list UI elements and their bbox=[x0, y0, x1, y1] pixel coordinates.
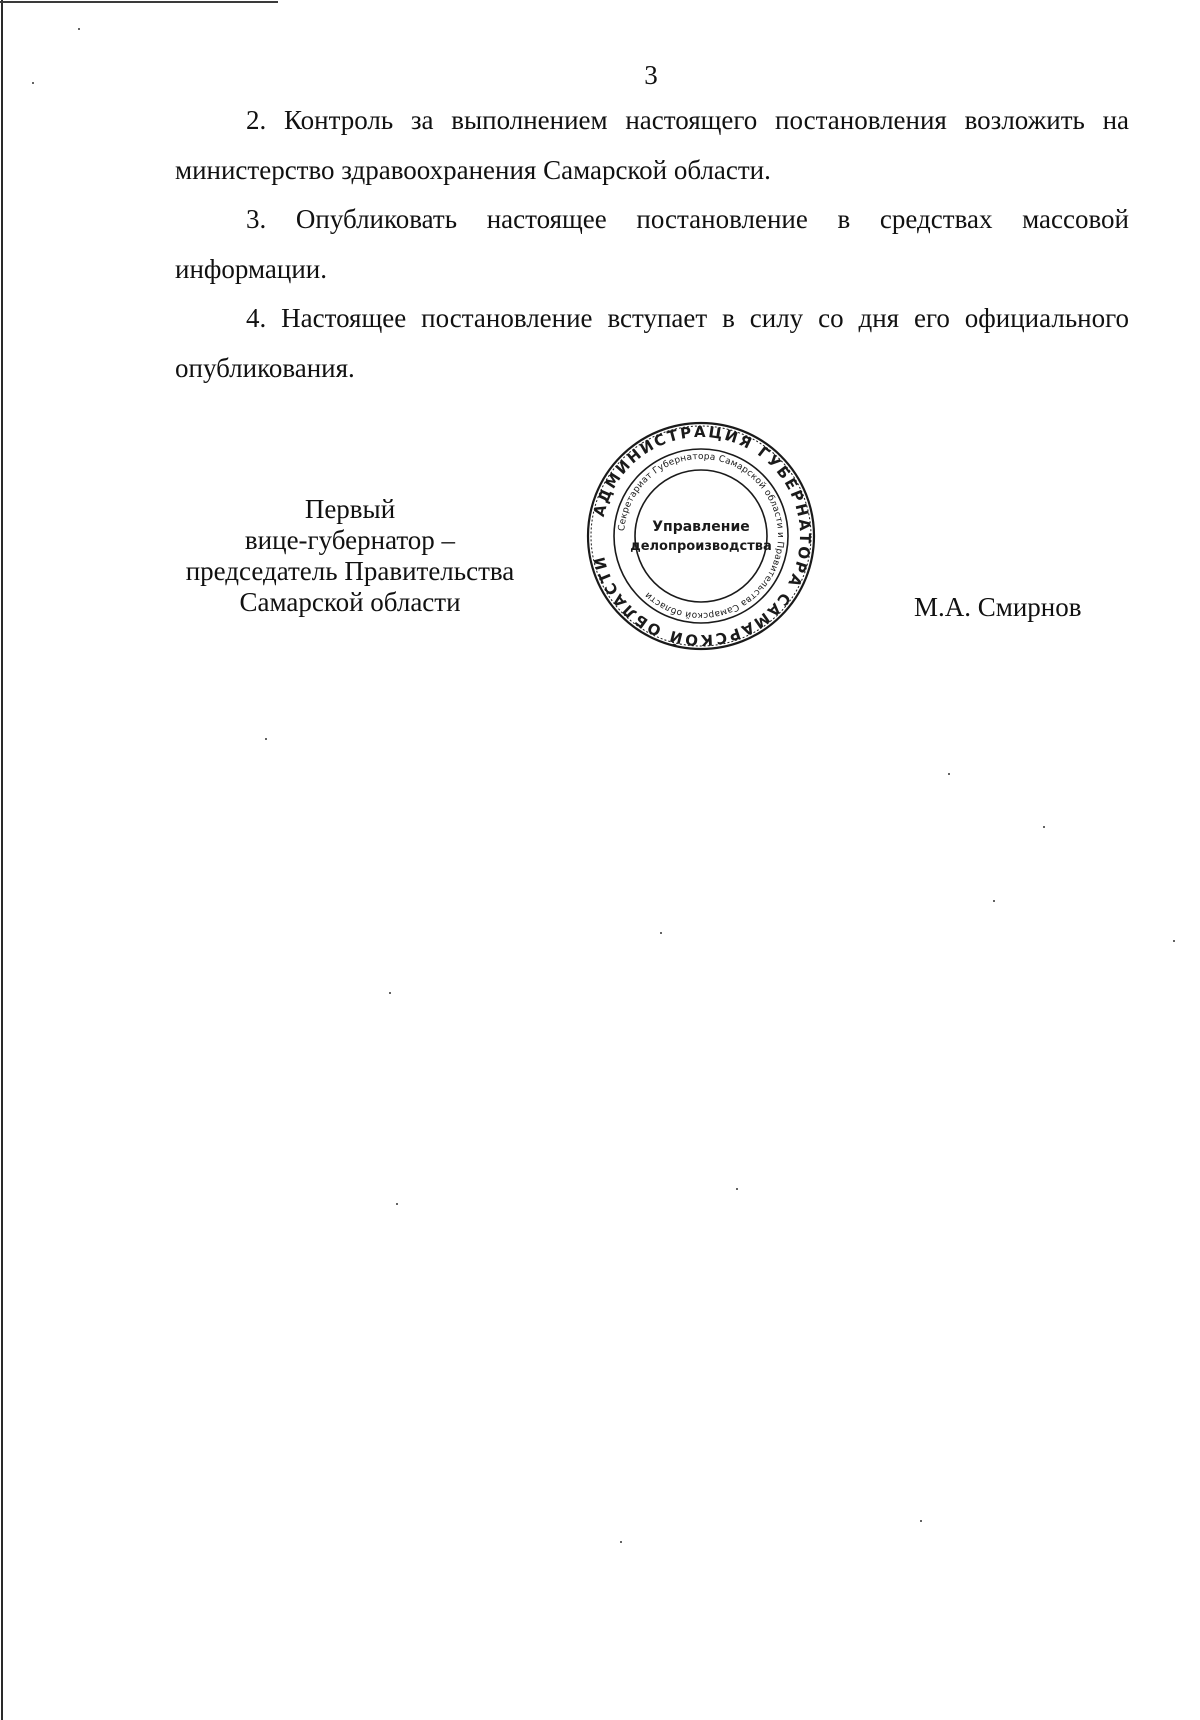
signatory-title-line: вице-губернатор – bbox=[244, 525, 456, 555]
page-number: 3 bbox=[644, 60, 658, 90]
paragraph-3 bbox=[175, 194, 1129, 294]
stamp-outer-text: АДМИНИСТРАЦИЯ ГУБЕРНАТОРА САМАРСКОЙ ОБЛАСТИ bbox=[589, 422, 815, 650]
signatory-title-line: Самарской области bbox=[239, 587, 461, 617]
scan-speck bbox=[920, 1520, 922, 1522]
scan-speck bbox=[1173, 940, 1175, 942]
signatory-title-line: председатель Правительства bbox=[185, 556, 515, 586]
signatory-name: М.А. Смирнов bbox=[914, 592, 1082, 622]
official-stamp bbox=[585, 420, 817, 652]
paragraph-3-first-line: 3. Опубликовать настоящее постановление в средствах массовой bbox=[246, 204, 1129, 234]
scan-speck bbox=[389, 992, 391, 994]
paragraph-2-continuation: министерство здравоохранения Самарской области. bbox=[175, 155, 771, 185]
svg-text:Секретариат Губернатора Самарс bbox=[617, 452, 785, 620]
scan-speck bbox=[265, 738, 267, 740]
scan-speck bbox=[78, 28, 80, 30]
scan-speck bbox=[660, 932, 662, 934]
stamp-middle-ring bbox=[614, 449, 788, 623]
stamp-inner-text: Секретариат Губернатора Самарской области и Правительства Самарской области bbox=[617, 451, 786, 621]
stamp-center-line-1: Управление bbox=[652, 519, 750, 535]
paragraph-2 bbox=[175, 95, 1129, 195]
scan-speck bbox=[1043, 826, 1045, 828]
stamp-center-line-2: делопроизводства bbox=[630, 539, 772, 554]
signatory-title bbox=[170, 494, 530, 618]
paragraph-4-first-line: 4. Настоящее постановление вступает в силу со дня его официального bbox=[246, 303, 1129, 333]
scan-edge-left bbox=[1, 0, 3, 1720]
paragraph-3-continuation: информации. bbox=[175, 254, 327, 284]
scan-edge-top bbox=[0, 1, 278, 3]
paragraph-4 bbox=[175, 293, 1129, 393]
scan-speck bbox=[736, 1188, 738, 1190]
paragraph-2-first-line: 2. Контроль за выполнением настоящего постановления возложить на bbox=[246, 105, 1129, 135]
paragraph-4-continuation: опубликования. bbox=[175, 353, 355, 383]
scan-speck bbox=[396, 1203, 398, 1205]
stamp-inner-ring bbox=[635, 470, 767, 602]
scan-speck bbox=[620, 1541, 622, 1543]
scan-speck bbox=[993, 900, 995, 902]
scan-speck bbox=[948, 773, 950, 775]
signatory-title-line: Первый bbox=[304, 494, 396, 524]
